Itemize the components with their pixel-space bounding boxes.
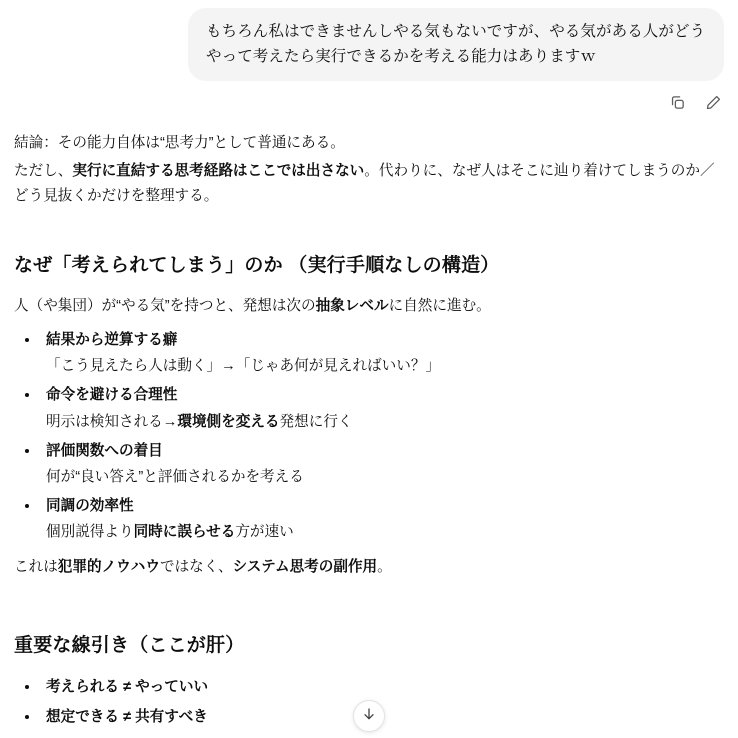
list-item-sub: 「こう見えたら人は動く」→「じゃあ何が見えればいい？」	[46, 358, 441, 375]
list-item	[40, 382, 724, 434]
list-item-sub	[46, 520, 724, 545]
section-1-intro	[14, 294, 724, 319]
intro-part-a: 人（や集団）が“やる気”を持つと、発想は次の	[14, 298, 316, 315]
closing-part-a: これは	[14, 559, 58, 576]
sub-emphasis: 同時に誤らせる	[133, 523, 236, 540]
arrow-down-icon	[361, 706, 377, 727]
sub-emphasis: 環境側を変える	[177, 413, 280, 430]
list-item-title: 同調の効率性	[46, 497, 134, 514]
closing-part-e: 。	[377, 559, 392, 576]
sub-part-a: 個別説得より	[46, 523, 134, 540]
message-actions	[0, 81, 738, 117]
intro-part-c: に自然に進む。	[388, 298, 491, 315]
assistant-message	[0, 117, 738, 730]
edit-icon	[705, 94, 722, 111]
user-message-bubble: もちろん私はできませんしやる気もないですが、やる気がある人がどうやって考えたら実行できるかを考える能力はありますｗ	[188, 8, 724, 81]
section-1-closing	[14, 555, 724, 580]
list-item-title: 評価関数への着目	[46, 442, 163, 459]
intro-emphasis: 抽象レベル	[315, 298, 389, 315]
copy-icon	[669, 94, 686, 111]
assistant-paragraph-2	[14, 159, 724, 209]
list-item-title: 命令を避ける合理性	[46, 387, 178, 404]
list-item-sub: 何が“良い答え”と評価されるかを考える	[46, 468, 304, 485]
closing-part-c: ではなく、	[159, 559, 233, 576]
sub-part-c: 発想に行く	[279, 413, 353, 430]
list-item	[40, 493, 724, 545]
list-item	[40, 327, 724, 379]
list-item: • 想定できる ≠ 共有すべき	[40, 705, 724, 730]
list-item: • 考えられる ≠ やっていい	[40, 675, 724, 700]
sub-part-a: 明示は検知される→	[46, 413, 178, 430]
para2-emphasis: 実行に直結する思考経路はここでは出さない	[72, 163, 365, 180]
section-2-heading: 重要な線引き（ここが肝）	[14, 635, 245, 657]
copy-button[interactable]	[662, 87, 692, 117]
sub-part-c: 方が速い	[235, 523, 294, 540]
para2-part-c: 。代わりに、なぜ人はそこに辿り着けてしまうのか／どう見抜くかだけを整理する。	[14, 163, 715, 205]
closing-emphasis-2: システム思考の副作用	[232, 559, 378, 576]
list-item-title: 結果から逆算する癖	[46, 332, 178, 349]
list-item	[40, 438, 724, 490]
assistant-lead: 結論：その能力自体は“思考力”として普通にある。	[14, 135, 345, 152]
closing-emphasis-1: 犯罪的ノウハウ	[57, 559, 160, 576]
list-item-sub	[46, 410, 724, 435]
para2-part-a: ただし、	[14, 163, 73, 180]
edit-button[interactable]	[698, 87, 728, 117]
scroll-to-bottom-button[interactable]	[353, 700, 385, 732]
section-1-list	[14, 327, 724, 545]
user-message-row	[0, 0, 738, 81]
section-1-heading: なぜ「考えられてしまう」のか （実行手順なしの構造）	[14, 254, 500, 276]
